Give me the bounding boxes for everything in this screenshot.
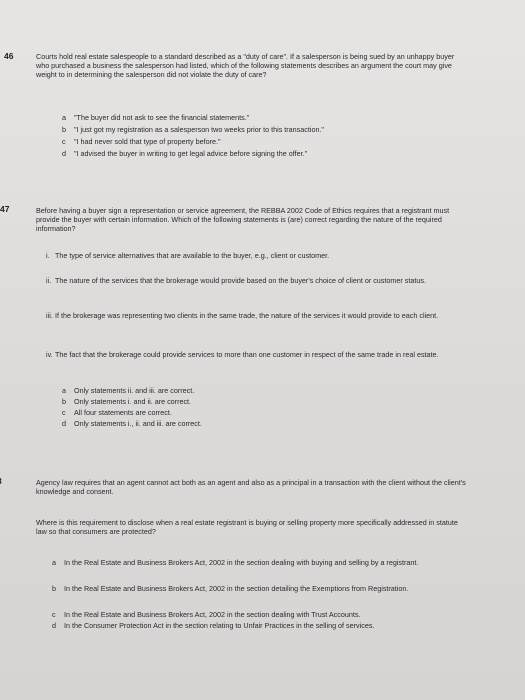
q47-option-d: d Only statements i., ii. and iii. are correct.	[62, 419, 202, 428]
q46-option-d: d "I advised the buyer in writing to get legal advice before signing the offer."	[62, 149, 308, 158]
q48-option-d: d In the Consumer Protection Act in the section relating to Unfair Practices in the selling of services.	[52, 621, 375, 630]
question-48-text: Where is this requirement to disclose when a real estate registrant is buying or selling property more specifically addressed in statute law so that consumers are protected?	[36, 518, 458, 536]
q46-option-a: a "The buyer did not ask to see the financial statements."	[62, 113, 250, 122]
q47-statement-iii: iii. If the brokerage was representing two clients in the same trade, the nature of the services it would provide to each client.	[46, 311, 439, 320]
q48-option-a: a In the Real Estate and Business Brokers Act, 2002 in the section dealing with buying and selling by a registrant.	[52, 558, 419, 567]
q46-option-b: b "I just got my registration as a salesperson two weeks prior to this transaction."	[62, 125, 324, 134]
question-48-intro: Agency law requires that an agent cannot act both as an agent and also as a principal in a transaction with the client without the client's knowledge and consent.	[36, 478, 466, 496]
q48-option-c: c In the Real Estate and Business Brokers Act, 2002 in the section dealing with Trust Accounts.	[52, 610, 361, 619]
question-47-text: Before having a buyer sign a representation or service agreement, the REBBA 2002 Code of Ethics requires that a registrant must provide the buyer with certain information. Which of the following statements is (are) correct regarding the nature of the required information?	[36, 206, 450, 233]
q47-option-a: a Only statements ii. and iii. are correct.	[62, 386, 195, 395]
q47-option-c: c All four statements are correct.	[62, 408, 172, 417]
question-46-text: Courts hold real estate salespeople to a standard described as a "duty of care". If a salesperson is being sued by an unhappy buyer who purchased a business the salesperson had listed, which of the following statements describes an argument the court may give weight to in determining the salesperson did not violate the duty of care?	[36, 52, 455, 79]
q48-option-b: b In the Real Estate and Business Brokers Act, 2002 in the section detailing the Exemptions from Registration.	[52, 584, 409, 593]
question-48-number	[0, 477, 2, 486]
q47-statement-iv: iv. The fact that the brokerage could provide services to more than one customer in respect of the same trade in real estate.	[46, 350, 439, 359]
q47-option-b: b Only statements i. and ii. are correct.	[62, 397, 192, 406]
q46-option-c: c "I had never sold that type of property before."	[62, 137, 221, 146]
question-46-number: 46	[4, 51, 14, 61]
q47-statement-i: i. The type of service alternatives that are available to the buyer, e.g., client or customer.	[46, 251, 330, 260]
question-47-number: 47	[0, 204, 10, 214]
q47-statement-ii: ii. The nature of the services that the brokerage would provide based on the buyer's choice of client or customer status.	[46, 276, 426, 285]
